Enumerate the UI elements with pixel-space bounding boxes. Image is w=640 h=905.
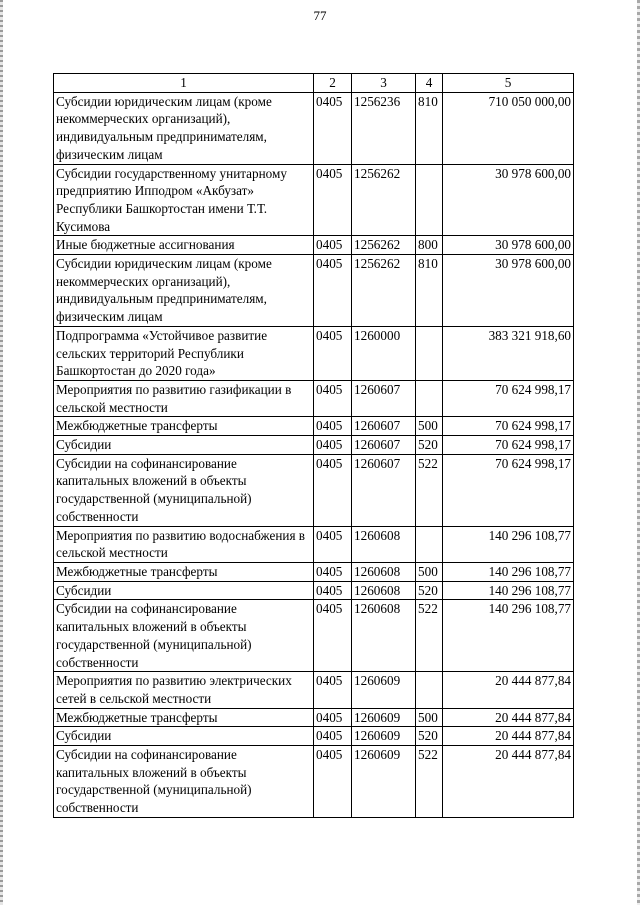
row-type <box>416 672 443 708</box>
row-section: 0405 <box>314 727 352 746</box>
row-section: 0405 <box>314 581 352 600</box>
row-section: 0405 <box>314 417 352 436</box>
table-row <box>54 326 574 380</box>
row-amount: 30 978 600,00 <box>443 164 574 236</box>
row-code: 1260607 <box>352 454 416 526</box>
row-code: 1260608 <box>352 526 416 562</box>
table-row <box>54 562 574 581</box>
row-type: 522 <box>416 746 443 818</box>
row-type: 500 <box>416 562 443 581</box>
table-row <box>54 708 574 727</box>
row-type: 520 <box>416 727 443 746</box>
row-code: 1260607 <box>352 417 416 436</box>
row-section: 0405 <box>314 236 352 255</box>
row-amount: 70 624 998,17 <box>443 417 574 436</box>
row-type: 520 <box>416 436 443 455</box>
row-amount: 20 444 877,84 <box>443 708 574 727</box>
row-name: Субсидии <box>54 436 314 455</box>
row-section: 0405 <box>314 164 352 236</box>
row-code: 1256262 <box>352 255 416 327</box>
row-code: 1256262 <box>352 164 416 236</box>
column-header-code: 3 <box>352 74 416 93</box>
row-amount: 70 624 998,17 <box>443 380 574 416</box>
row-code: 1256262 <box>352 236 416 255</box>
row-section: 0405 <box>314 326 352 380</box>
row-code: 1260607 <box>352 380 416 416</box>
row-section: 0405 <box>314 255 352 327</box>
row-section: 0405 <box>314 454 352 526</box>
row-amount: 20 444 877,84 <box>443 727 574 746</box>
row-name: Подпрограмма «Устойчивое развитие сельских территорий Республики Башкортостан до 2020 года» <box>54 326 314 380</box>
table-row <box>54 236 574 255</box>
row-name: Межбюджетные трансферты <box>54 708 314 727</box>
row-code: 1260608 <box>352 581 416 600</box>
row-amount: 383 321 918,60 <box>443 326 574 380</box>
row-name: Субсидии на софинансирование капитальных вложений в объекты государственной (муниципальной) собственности <box>54 600 314 672</box>
table-row <box>54 672 574 708</box>
row-amount: 20 444 877,84 <box>443 746 574 818</box>
budget-table <box>53 73 574 818</box>
row-type: 810 <box>416 255 443 327</box>
row-amount: 30 978 600,00 <box>443 236 574 255</box>
table-row <box>54 746 574 818</box>
table-row <box>54 454 574 526</box>
row-amount: 30 978 600,00 <box>443 255 574 327</box>
table-row <box>54 164 574 236</box>
row-name: Субсидии государственному унитарному предприятию Ипподром «Акбузат» Республики Башкортостан имени Т.Т. Кусимова <box>54 164 314 236</box>
table-row <box>54 727 574 746</box>
row-type <box>416 164 443 236</box>
row-code: 1260609 <box>352 708 416 727</box>
row-section: 0405 <box>314 380 352 416</box>
row-code: 1260608 <box>352 600 416 672</box>
row-name: Субсидии <box>54 581 314 600</box>
row-name: Мероприятия по развитию газификации в сельской местности <box>54 380 314 416</box>
page-number: 77 <box>313 8 327 23</box>
row-name: Мероприятия по развитию электрических сетей в сельской местности <box>54 672 314 708</box>
column-header-section: 2 <box>314 74 352 93</box>
row-name: Межбюджетные трансферты <box>54 417 314 436</box>
table-header-row <box>54 74 574 93</box>
row-section: 0405 <box>314 708 352 727</box>
row-name: Субсидии юридическим лицам (кроме некоммерческих организаций), индивидуальным предпринимателям, физическим лицам <box>54 92 314 164</box>
row-section: 0405 <box>314 92 352 164</box>
row-amount: 140 296 108,77 <box>443 600 574 672</box>
row-section: 0405 <box>314 600 352 672</box>
row-code: 1260000 <box>352 326 416 380</box>
row-code: 1260609 <box>352 727 416 746</box>
row-section: 0405 <box>314 672 352 708</box>
row-type: 522 <box>416 600 443 672</box>
table-row <box>54 380 574 416</box>
column-header-name: 1 <box>54 74 314 93</box>
row-code: 1256236 <box>352 92 416 164</box>
row-amount: 710 050 000,00 <box>443 92 574 164</box>
row-code: 1260609 <box>352 672 416 708</box>
row-type: 800 <box>416 236 443 255</box>
table-row <box>54 581 574 600</box>
row-name: Мероприятия по развитию водоснабжения в сельской местности <box>54 526 314 562</box>
row-name: Субсидии на софинансирование капитальных вложений в объекты государственной (муниципальной) собственности <box>54 746 314 818</box>
row-type: 522 <box>416 454 443 526</box>
row-name: Субсидии на софинансирование капитальных вложений в объекты государственной (муниципальной) собственности <box>54 454 314 526</box>
row-type <box>416 380 443 416</box>
row-section: 0405 <box>314 526 352 562</box>
table-row <box>54 255 574 327</box>
row-code: 1260607 <box>352 436 416 455</box>
table-row <box>54 92 574 164</box>
table-row <box>54 526 574 562</box>
row-type: 520 <box>416 581 443 600</box>
scan-edge-left <box>0 0 3 905</box>
row-amount: 70 624 998,17 <box>443 436 574 455</box>
row-type: 500 <box>416 708 443 727</box>
table-row <box>54 417 574 436</box>
row-section: 0405 <box>314 562 352 581</box>
table-row <box>54 600 574 672</box>
column-header-type: 4 <box>416 74 443 93</box>
column-header-amount: 5 <box>443 74 574 93</box>
row-amount: 70 624 998,17 <box>443 454 574 526</box>
row-section: 0405 <box>314 436 352 455</box>
row-type <box>416 326 443 380</box>
row-amount: 140 296 108,77 <box>443 581 574 600</box>
row-type: 500 <box>416 417 443 436</box>
row-amount: 20 444 877,84 <box>443 672 574 708</box>
row-type: 810 <box>416 92 443 164</box>
table-row <box>54 436 574 455</box>
row-name: Иные бюджетные ассигнования <box>54 236 314 255</box>
row-code: 1260608 <box>352 562 416 581</box>
row-amount: 140 296 108,77 <box>443 562 574 581</box>
row-amount: 140 296 108,77 <box>443 526 574 562</box>
row-code: 1260609 <box>352 746 416 818</box>
row-name: Межбюджетные трансферты <box>54 562 314 581</box>
row-name: Субсидии юридическим лицам (кроме некоммерческих организаций), индивидуальным предпринимателям, физическим лицам <box>54 255 314 327</box>
row-name: Субсидии <box>54 727 314 746</box>
row-section: 0405 <box>314 746 352 818</box>
row-type <box>416 526 443 562</box>
